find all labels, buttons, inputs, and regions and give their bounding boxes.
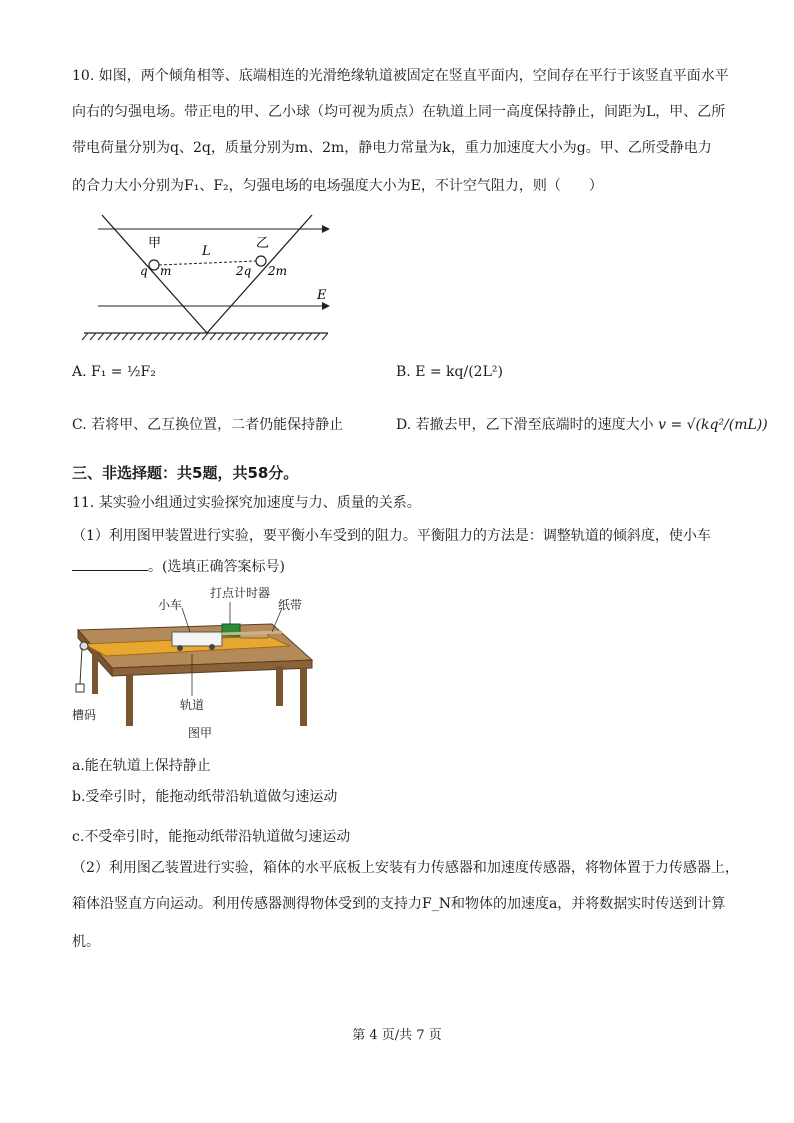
figure-caption: 图甲: [188, 726, 213, 740]
q11-intro: 11. 某实验小组通过实验探究加速度与力、质量的关系。: [72, 495, 421, 511]
ball-yi: [256, 256, 266, 266]
option-d-text: D. 若撤去甲，乙下滑至底端时的速度大小: [396, 417, 654, 433]
label-m: m: [160, 264, 172, 278]
ball-jia: [149, 260, 159, 270]
label-timer: 打点计时器: [210, 586, 271, 600]
label-jia: 甲: [148, 236, 162, 251]
answer-blank[interactable]: [72, 556, 148, 571]
label-q: q: [140, 264, 148, 278]
q11-part1-line2-text: 。(选填正确答案标号): [148, 559, 285, 575]
option-a[interactable]: A. F₁ = ½F₂: [72, 364, 156, 380]
q10-line-1: 10. 如图，两个倾角相等、底端相连的光滑绝缘轨道被固定在竖直平面内，空间存在平行于该竖直平面水平: [72, 68, 729, 84]
q10-line-3: 带电荷量分别为q、2q，质量分别为m、2m，静电力常量为k，重力加速度大小为g。甲、乙所受静电力: [72, 140, 712, 156]
q11-part2-line2: 箱体沿竖直方向运动。利用传感器测得物体受到的支持力F_N和物体的加速度a，并将数据实时传送到计算: [72, 896, 726, 912]
q10-line-2: 向右的匀强电场。带正电的甲、乙小球（均可视为质点）在轨道上同一高度保持静止，间距为L，甲、乙所: [72, 104, 726, 120]
label-E: E: [317, 288, 327, 303]
label-yi: 乙: [256, 236, 270, 251]
option-d[interactable]: [396, 415, 768, 435]
label-L: L: [202, 244, 211, 259]
apparatus-figure: [72, 584, 332, 744]
option-c[interactable]: C. 若将甲、乙互换位置，二者仍能保持静止: [72, 417, 344, 433]
page-footer: 第 4 页/共 7 页: [352, 1028, 442, 1043]
label-weight: 槽码: [72, 708, 97, 722]
q11-part2-line1: （2）利用图乙装置进行实验，箱体的水平底板上安装有力传感器和加速度传感器，将物体置于力传感器上，: [72, 860, 739, 876]
section-header: 三、非选择题：共5题，共58分。: [72, 464, 299, 482]
label-2m: 2m: [268, 264, 288, 278]
choice-a[interactable]: a.能在轨道上保持静止: [72, 758, 211, 774]
choice-c[interactable]: c.不受牵引时，能拖动纸带沿轨道做匀速运动: [72, 829, 351, 845]
q10-figure: [80, 205, 340, 345]
option-b[interactable]: B. E = kq/(2L²): [396, 364, 503, 380]
q10-line-4: 的合力大小分别为F₁、F₂，匀强电场的电场强度大小为E，不计空气阻力，则（ ）: [72, 178, 603, 194]
label-2q: 2q: [236, 264, 252, 278]
q11-part2-line3: 机。: [72, 934, 100, 950]
label-cart: 小车: [158, 598, 183, 612]
choice-b[interactable]: b.受牵引时，能拖动纸带沿轨道做匀速运动: [72, 789, 338, 805]
option-d-formula: v = √(kq²/(mL)): [658, 417, 768, 433]
q11-part1-line1: （1）利用图甲装置进行实验，要平衡小车受到的阻力。平衡阻力的方法是：调整轨道的倾斜度，使小车: [72, 528, 711, 544]
label-track: 轨道: [180, 698, 205, 712]
label-tape: 纸带: [278, 598, 303, 612]
q11-part1-line2: [72, 556, 285, 577]
